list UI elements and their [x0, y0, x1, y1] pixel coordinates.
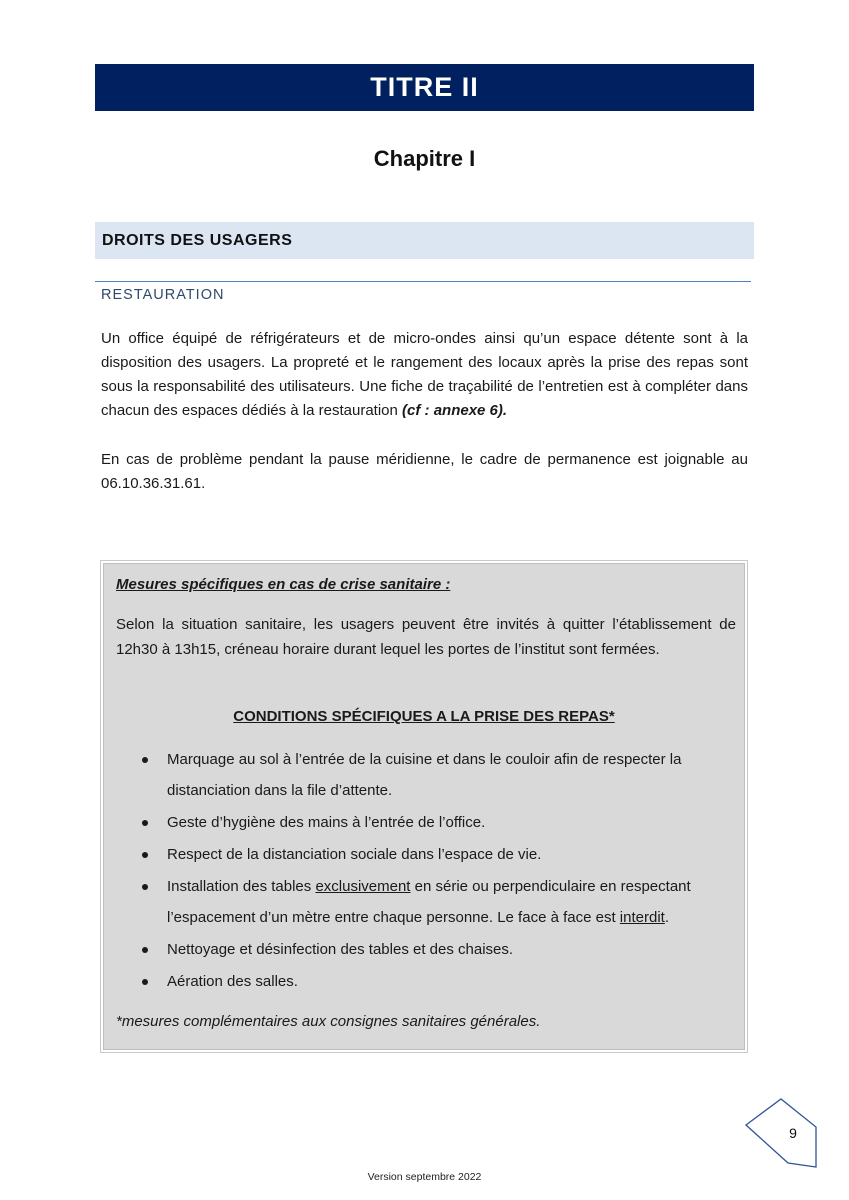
underlined-word: exclusivement	[315, 878, 411, 895]
paragraph-restauration	[101, 327, 748, 423]
page-number-badge-icon	[744, 1097, 818, 1169]
chapter-heading: Chapitre I	[373, 146, 476, 171]
box-heading: CONDITIONS SPÉCIFIQUES A LA PRISE DES REPAS*	[233, 708, 615, 725]
subsection-divider	[95, 281, 751, 282]
bullet-icon	[142, 979, 148, 985]
conditions-list	[138, 744, 728, 998]
bullet-icon	[142, 947, 148, 953]
title-banner	[95, 64, 754, 111]
subsection-title: RESTAURATION	[101, 287, 225, 303]
document-title: TITRE II	[370, 72, 479, 102]
section-banner	[95, 222, 754, 259]
underlined-word: interdit	[619, 909, 665, 926]
list-item	[138, 744, 728, 806]
list-item-text: Aération des salles.	[167, 973, 298, 990]
bullet-icon	[142, 852, 148, 858]
paragraph-text: Un office équipé de réfrigérateurs et de micro-ondes ainsi qu’un espace détente sont à la disposition des usagers. La propreté et le rangement des locaux après la prise des repas sont sous la responsabilité des utilisateurs. Une fiche de traçabilité de l’entretien est à compléter dans chacun des espaces dédiés à la restauration	[101, 330, 748, 419]
bullet-icon	[142, 757, 148, 763]
list-item	[138, 871, 728, 933]
annex-reference: (cf : annexe 6).	[402, 402, 508, 419]
box-intro: Selon la situation sanitaire, les usagers peuvent être invités à quitter l’établissement de 12h30 à 13h15, créneau horaire durant lequel les portes de l’institut sont fermées.	[116, 616, 736, 658]
list-item	[138, 966, 728, 997]
list-item-text: Nettoyage et désinfection des tables et des chaises.	[167, 941, 514, 958]
list-item	[138, 807, 728, 838]
paragraph-contact: En cas de problème pendant la pause méridienne, le cadre de permanence est joignable au 06.10.36.31.61.	[101, 451, 748, 492]
box-footnote: *mesures complémentaires aux consignes sanitaires générales.	[116, 1013, 541, 1030]
list-item	[138, 934, 728, 965]
page-number: 9	[789, 1125, 797, 1141]
crisis-measures-box	[103, 563, 745, 1050]
version-footer: Version septembre 2022	[367, 1171, 482, 1183]
bullet-icon	[142, 820, 148, 826]
section-title: DROITS DES USAGERS	[102, 231, 293, 249]
bullet-icon	[142, 884, 148, 890]
list-item-text: Respect de la distanciation sociale dans l’espace de vie.	[167, 846, 542, 863]
list-item	[138, 839, 728, 870]
box-title: Mesures spécifiques en cas de crise sanitaire :	[116, 576, 451, 593]
list-item-text: Geste d’hygiène des mains à l’entrée de l’office.	[167, 814, 486, 831]
list-item-text-end: .	[664, 909, 669, 926]
list-item-text-start: Installation des tables	[167, 878, 316, 895]
list-item-text-middle: en série ou perpendiculaire en respectant l’espacement d’un mètre entre chaque personne. Le face à face est	[167, 878, 691, 926]
list-item-text: Marquage au sol à l’entrée de la cuisine et dans le couloir afin de respecter la distanciation dans la file d’attente.	[167, 751, 682, 799]
